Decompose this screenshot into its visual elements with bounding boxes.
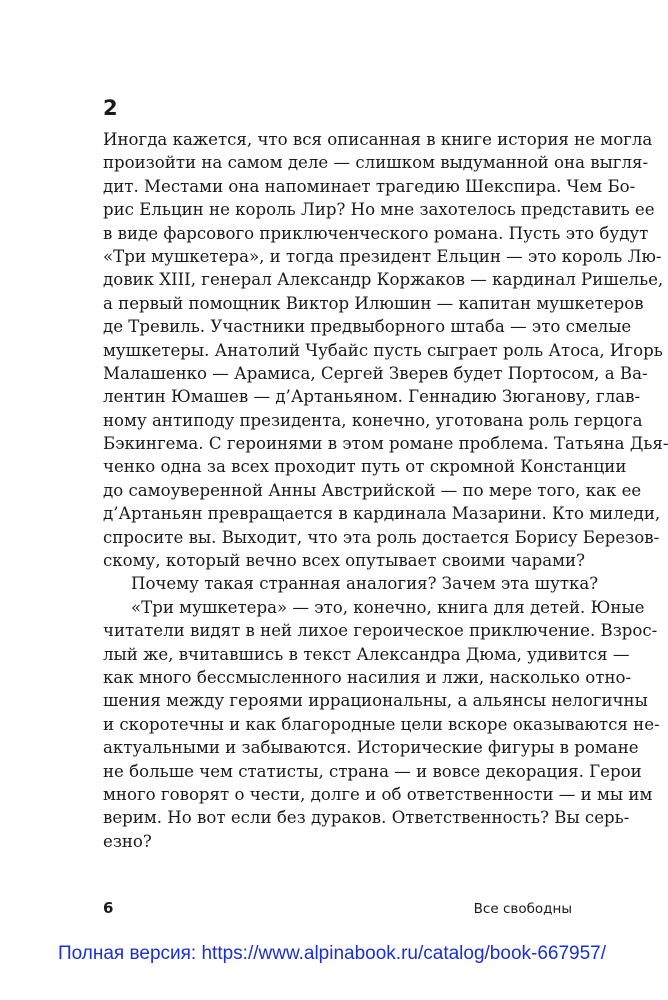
running-title: Все свободны [473, 901, 572, 917]
text-line: Бэкингема. С героинями в этом романе проблема. Татьяна Дья- [103, 434, 668, 454]
text-line: мушкетеры. Анатолий Чубайс пусть сыграет роль Атоса, Игорь [103, 340, 663, 360]
body-text [103, 128, 668, 853]
text-line: «Три мушкетера», и тогда президент Ельцин — это король Лю- [103, 246, 662, 266]
full-version-link[interactable]: Полная версия: https://www.alpinabook.ru/catalog/book-667957/ [57, 943, 607, 964]
text-line: лентин Юмашев — д’Артаньяном. Геннадию Зюганову, глав- [103, 387, 641, 407]
text-line: Почему такая странная аналогия? Зачем эта шутка? [131, 574, 599, 594]
text-line: а первый помощник Виктор Илюшин — капитан мушкетеров [103, 293, 644, 313]
text-line: и скоротечны и как благородные цели вскоре оказываются не- [103, 714, 660, 734]
page-number: 6 [103, 899, 114, 917]
text-line: дит. Местами она напоминает трагедию Шекспира. Чем Бо- [103, 176, 636, 196]
text-line: езно? [103, 831, 152, 851]
text-line: как много бессмысленного насилия и лжи, насколько отно- [103, 667, 632, 687]
text-line: ченко одна за всех проходит путь от скромной Констанции [103, 457, 627, 477]
text-line: ному антиподу президента, конечно, уготована роль герцога [103, 410, 643, 430]
text-line: актуальными и забываются. Исторические фигуры в романе [103, 738, 639, 758]
text-line: «Три мушкетера» — это, конечно, книга для детей. Юные [131, 597, 645, 617]
text-line: де Тревиль. Участники предвыборного штаба — это смелые [103, 317, 632, 337]
text-line: д’Артаньян превращается в кардинала Мазарини. Кто миледи, [103, 504, 661, 524]
text-line: не больше чем статисты, страна — и вовсе декорация. Герои [103, 761, 642, 781]
text-line: верим. Но вот если без дураков. Ответственность? Вы серь- [103, 808, 630, 828]
text-line: рис Ельцин не король Лир? Но мне захотелось представить ее [103, 200, 655, 220]
text-line: лый же, вчитавшись в текст Александра Дюма, удивится — [103, 644, 630, 664]
text-line: читатели видят в ней лихое героическое приключение. Взрос- [103, 621, 658, 641]
chapter-number: 2 [103, 96, 118, 120]
text-line: шения между героями иррациональны, а альянсы нелогичны [103, 691, 648, 711]
text-line: довик XIII, генерал Александр Коржаков — кардинал Ришелье, [103, 270, 664, 290]
text-line: Иногда кажется, что вся описанная в книге история не могла [103, 130, 653, 149]
text-line: спросите вы. Выходит, что эта роль достается Борису Березов- [103, 527, 660, 547]
text-line: до самоуверенной Анны Австрийской — по мере того, как ее [103, 480, 642, 500]
text-line: много говорят о чести, долге и об ответственности — и мы им [103, 784, 653, 804]
text-line: в виде фарсового приключенческого романа. Пусть это будут [103, 223, 649, 243]
text-line: Малашенко — Арамиса, Сергей Зверев будет Портосом, а Ва- [103, 363, 648, 383]
text-line: скому, который вечно всех опутывает своими чарами? [103, 551, 585, 571]
text-line: произойти на самом деле — слишком выдуманной она выгля- [103, 153, 649, 173]
